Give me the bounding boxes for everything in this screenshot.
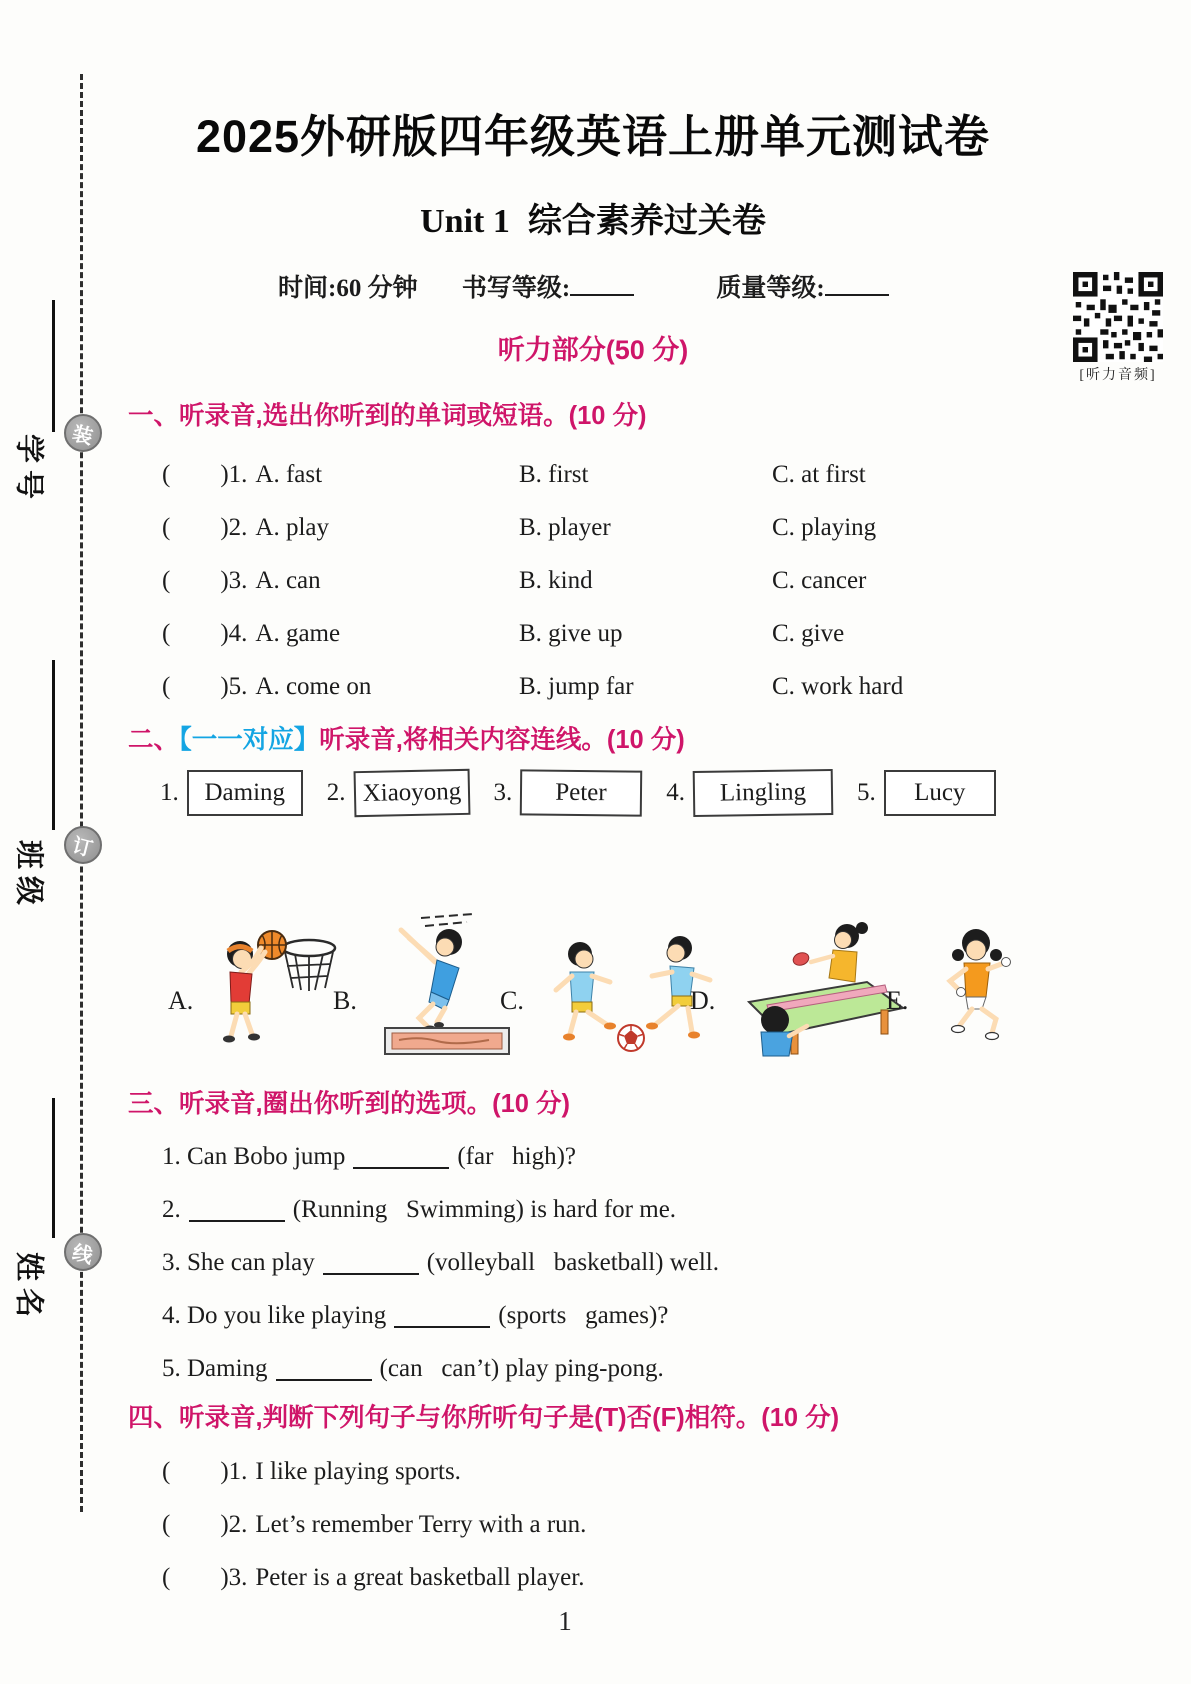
quality-grade-blank: [825, 274, 889, 296]
answer-bracket: ( )1.: [162, 460, 248, 488]
name-number: 1.: [160, 779, 179, 806]
option-b: B. jump far: [519, 672, 634, 700]
name-item-2: [327, 770, 470, 816]
sentence-start: 4. Do you like playing: [162, 1301, 387, 1329]
option-b: B. kind: [519, 566, 593, 594]
s1-item-3: [128, 554, 1058, 607]
section3-heading: 三、听录音,圈出你听到的选项。(10 分): [128, 1090, 571, 1118]
picture-d-table-tennis: [690, 906, 914, 1058]
name-number: 5.: [857, 779, 876, 806]
section1-heading: 一、听录音,选出你听到的单词或短语。(10 分): [128, 402, 647, 430]
sentence-start: 1. Can Bobo jump: [162, 1142, 346, 1170]
answer-bracket: ( )2.: [162, 513, 248, 541]
answer-blank: [394, 1304, 490, 1328]
s1-item-1: [128, 448, 1058, 501]
name-box-lucy: Lucy: [884, 770, 996, 816]
long-jump-illustration: [361, 910, 521, 1058]
binding-seal-ding: 订: [64, 826, 102, 864]
listening-part-header: 听力部分(50 分): [497, 335, 689, 365]
sentence-start: 3. She can play: [162, 1248, 315, 1276]
answer-bracket: ( )3.: [162, 566, 248, 594]
unit-label: Unit 1: [420, 203, 510, 241]
sentence-start: 2.: [162, 1195, 181, 1223]
pictures-row: [128, 890, 1058, 1058]
basketball-illustration: [197, 918, 347, 1058]
picture-letter: B.: [333, 986, 357, 1015]
section2-text: 听录音,将相关内容连线。(10 分): [319, 726, 685, 754]
answer-bracket: ( )4.: [162, 619, 248, 647]
audio-qr-block: [1068, 272, 1168, 384]
picture-e-running: [886, 913, 1042, 1058]
section2-heading: [128, 720, 1058, 756]
statement: I like playing sports.: [255, 1457, 461, 1485]
answer-blank: [353, 1145, 449, 1169]
statement: Peter is a great basketball player.: [255, 1563, 585, 1591]
binding-dashed-line: [80, 74, 83, 1512]
answer-bracket: ( )2.: [162, 1510, 248, 1538]
answer-bracket: ( )3.: [162, 1563, 248, 1591]
s3-item-4: [128, 1289, 1058, 1342]
qr-code-icon: [1073, 272, 1163, 362]
s3-item-5: [128, 1342, 1058, 1395]
name-item-5: [857, 770, 996, 816]
sentence-options: (volleyball basketball) well.: [426, 1248, 720, 1276]
answer-blank: [189, 1198, 285, 1222]
name-number: 4.: [666, 779, 685, 806]
s1-item-5: [128, 660, 1058, 713]
picture-letter: C.: [500, 986, 524, 1015]
picture-b-long-jump: [333, 910, 521, 1058]
answer-blank: [323, 1251, 419, 1275]
option-c: C. cancer: [772, 566, 867, 594]
subtitle-text: 综合素养过关卷: [527, 202, 766, 241]
s1-item-4: [128, 607, 1058, 660]
s4-item-1: [128, 1445, 1058, 1498]
sentence-options: (can can’t) play ping-pong.: [379, 1354, 664, 1382]
student-number-write-line: [52, 300, 55, 432]
picture-letter: A.: [168, 986, 194, 1015]
picture-letter: D.: [690, 986, 716, 1015]
answer-blank: [276, 1357, 372, 1381]
meta-row: [278, 268, 889, 304]
option-c: C. at first: [772, 460, 866, 488]
name-box-daming: Daming: [187, 770, 303, 816]
sentence-options: (far high)?: [457, 1142, 577, 1170]
name-box-lingling: Lingling: [693, 769, 834, 817]
name-box-peter: Peter: [520, 769, 642, 816]
running-illustration: [912, 913, 1042, 1058]
page-number: 1: [558, 1606, 572, 1636]
name-write-line: [52, 1098, 55, 1238]
name-item-3: [494, 770, 643, 816]
s3-item-2: [128, 1183, 1058, 1236]
option-b: B. player: [519, 513, 611, 541]
option-c: C. work hard: [772, 672, 904, 700]
s3-item-3: [128, 1236, 1058, 1289]
binding-seal-zhuang: 装: [64, 414, 102, 452]
s4-item-2: [128, 1498, 1058, 1551]
s3-item-1: [128, 1130, 1058, 1183]
name-number: 2.: [326, 779, 346, 806]
name-item-4: [666, 770, 833, 816]
section2-tag: 【一一对应】: [179, 726, 320, 754]
unit-subtitle: [128, 193, 1058, 242]
quality-grade-label: 质量等级:: [716, 275, 825, 302]
name-box-xiaoyong: Xiaoyong: [353, 769, 470, 817]
statement: Let’s remember Terry with a run.: [255, 1510, 587, 1538]
option-a: A. play: [255, 513, 330, 541]
time-label: 时间:60 分钟: [278, 275, 418, 302]
section3-items: [128, 1130, 1058, 1395]
picture-letter: E.: [886, 986, 909, 1015]
name-boxes-row: [128, 770, 1058, 816]
option-a: A. can: [255, 566, 321, 594]
option-a: A. game: [255, 619, 341, 647]
option-a: A. fast: [255, 460, 323, 488]
s1-item-2: [128, 501, 1058, 554]
sentence-options: (Running Swimming) is hard for me.: [292, 1195, 677, 1223]
binding-seal-xian: 线: [64, 1233, 102, 1271]
sentence-options: (sports games)?: [498, 1301, 669, 1329]
name-item-1: [160, 770, 303, 816]
s4-item-3: [128, 1551, 1058, 1604]
option-b: B. first: [519, 460, 589, 488]
section4-heading: 四、听录音,判断下列句子与你所听句子是(T)否(F)相符。(10 分): [128, 1404, 840, 1432]
answer-bracket: ( )5.: [162, 672, 248, 700]
class-write-line: [52, 660, 55, 830]
option-b: B. give up: [519, 619, 623, 647]
picture-a-basketball: [168, 918, 347, 1058]
writing-grade-blank: [570, 274, 634, 296]
section2-number: 二、: [128, 726, 180, 754]
name-number: 3.: [493, 779, 513, 806]
sentence-start: 5. Daming: [162, 1354, 268, 1382]
section1-items: [128, 448, 1058, 713]
option-c: C. give: [772, 619, 845, 647]
option-a: A. come on: [255, 672, 372, 700]
option-c: C. playing: [772, 513, 877, 541]
section4-items: [128, 1445, 1058, 1604]
page-title: 2025外研版四年级英语上册单元测试卷: [195, 111, 991, 163]
writing-grade-label: 书写等级:: [461, 275, 571, 302]
qr-caption: [听力音频]: [1079, 368, 1157, 383]
answer-bracket: ( )1.: [162, 1457, 248, 1485]
